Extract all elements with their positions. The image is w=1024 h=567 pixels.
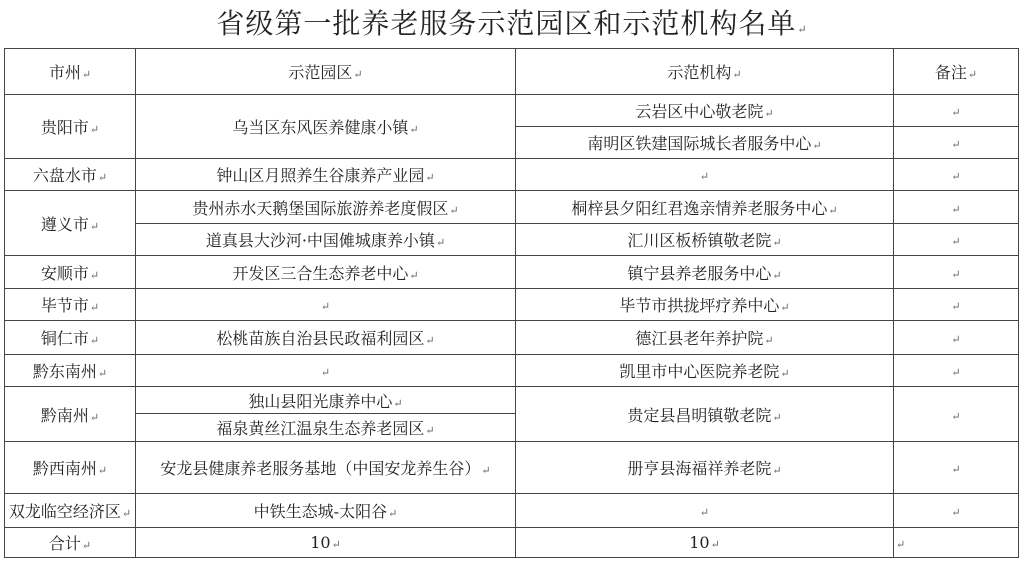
remark-cell: ↵	[894, 256, 1019, 289]
total-institutions: 10↵	[516, 528, 894, 558]
total-label: 合计↵	[5, 528, 136, 558]
park-cell: 乌当区东风医养健康小镇↵	[136, 95, 516, 159]
park-cell: 独山县阳光康养中心↵	[136, 387, 516, 414]
remark-cell: ↵	[894, 442, 1019, 494]
city-cell: 贵阳市↵	[5, 95, 136, 159]
table-row	[5, 494, 1019, 528]
city-cell: 黔西南州↵	[5, 442, 136, 494]
table-row	[5, 191, 1019, 224]
table-row	[5, 289, 1019, 321]
remark-cell: ↵	[894, 289, 1019, 321]
city-cell: 毕节市↵	[5, 289, 136, 321]
remark-cell: ↵	[894, 387, 1019, 442]
demonstration-list-table	[4, 48, 1019, 558]
city-cell: 遵义市↵	[5, 191, 136, 256]
park-cell: ↵	[136, 355, 516, 387]
park-cell: 安龙县健康养老服务基地（中国安龙养生谷）↵	[136, 442, 516, 494]
institution-cell: 云岩区中心敬老院↵	[516, 95, 894, 127]
page-title: 省级第一批养老服务示范园区和示范机构名单↵	[216, 7, 808, 40]
park-cell: 道真县大沙河·中国傩城康养小镇↵	[136, 224, 516, 256]
remark-cell: ↵	[894, 95, 1019, 127]
park-cell: 福泉黄丝江温泉生态养老园区↵	[136, 414, 516, 442]
institution-cell: 毕节市拱拢坪疗养中心↵	[516, 289, 894, 321]
table-row	[5, 321, 1019, 355]
remark-cell: ↵	[894, 127, 1019, 159]
table-row	[5, 95, 1019, 127]
remark-cell: ↵	[894, 321, 1019, 355]
table-row	[5, 159, 1019, 191]
institution-cell: 桐梓县夕阳红君逸亲情养老服务中心↵	[516, 191, 894, 224]
header-remark: 备注↵	[894, 49, 1019, 95]
institution-cell: 汇川区板桥镇敬老院↵	[516, 224, 894, 256]
table-row	[5, 224, 1019, 256]
total-remark: ↵	[894, 528, 1019, 558]
institution-cell: 德江县老年养护院↵	[516, 321, 894, 355]
city-cell: 安顺市↵	[5, 256, 136, 289]
park-cell: 贵州赤水天鹅堡国际旅游养老度假区↵	[136, 191, 516, 224]
remark-cell: ↵	[894, 355, 1019, 387]
institution-cell: ↵	[516, 159, 894, 191]
remark-cell: ↵	[894, 494, 1019, 528]
city-cell: 黔南州↵	[5, 387, 136, 442]
table-row	[5, 355, 1019, 387]
park-cell: 松桃苗族自治县民政福利园区↵	[136, 321, 516, 355]
city-cell: 铜仁市↵	[5, 321, 136, 355]
remark-cell: ↵	[894, 191, 1019, 224]
park-cell: ↵	[136, 289, 516, 321]
institution-cell: 南明区铁建国际城长者服务中心↵	[516, 127, 894, 159]
remark-cell: ↵	[894, 159, 1019, 191]
institution-cell: ↵	[516, 494, 894, 528]
table-row	[5, 387, 1019, 414]
remark-cell: ↵	[894, 224, 1019, 256]
header-city: 市州↵	[5, 49, 136, 95]
header-parks: 示范园区↵	[136, 49, 516, 95]
park-cell: 中铁生态城-太阳谷↵	[136, 494, 516, 528]
park-cell: 开发区三合生态养老中心↵	[136, 256, 516, 289]
city-cell: 双龙临空经济区↵	[5, 494, 136, 528]
table-header-row	[5, 49, 1019, 95]
table-row	[5, 256, 1019, 289]
city-cell: 黔东南州↵	[5, 355, 136, 387]
institution-cell: 贵定县昌明镇敬老院↵	[516, 387, 894, 442]
table-row	[5, 442, 1019, 494]
institution-cell: 册亨县海福祥养老院↵	[516, 442, 894, 494]
total-parks: 10↵	[136, 528, 516, 558]
total-row	[5, 528, 1019, 558]
park-cell: 钟山区月照养生谷康养产业园↵	[136, 159, 516, 191]
institution-cell: 镇宁县养老服务中心↵	[516, 256, 894, 289]
institution-cell: 凯里市中心医院养老院↵	[516, 355, 894, 387]
header-institutions: 示范机构↵	[516, 49, 894, 95]
city-cell: 六盘水市↵	[5, 159, 136, 191]
